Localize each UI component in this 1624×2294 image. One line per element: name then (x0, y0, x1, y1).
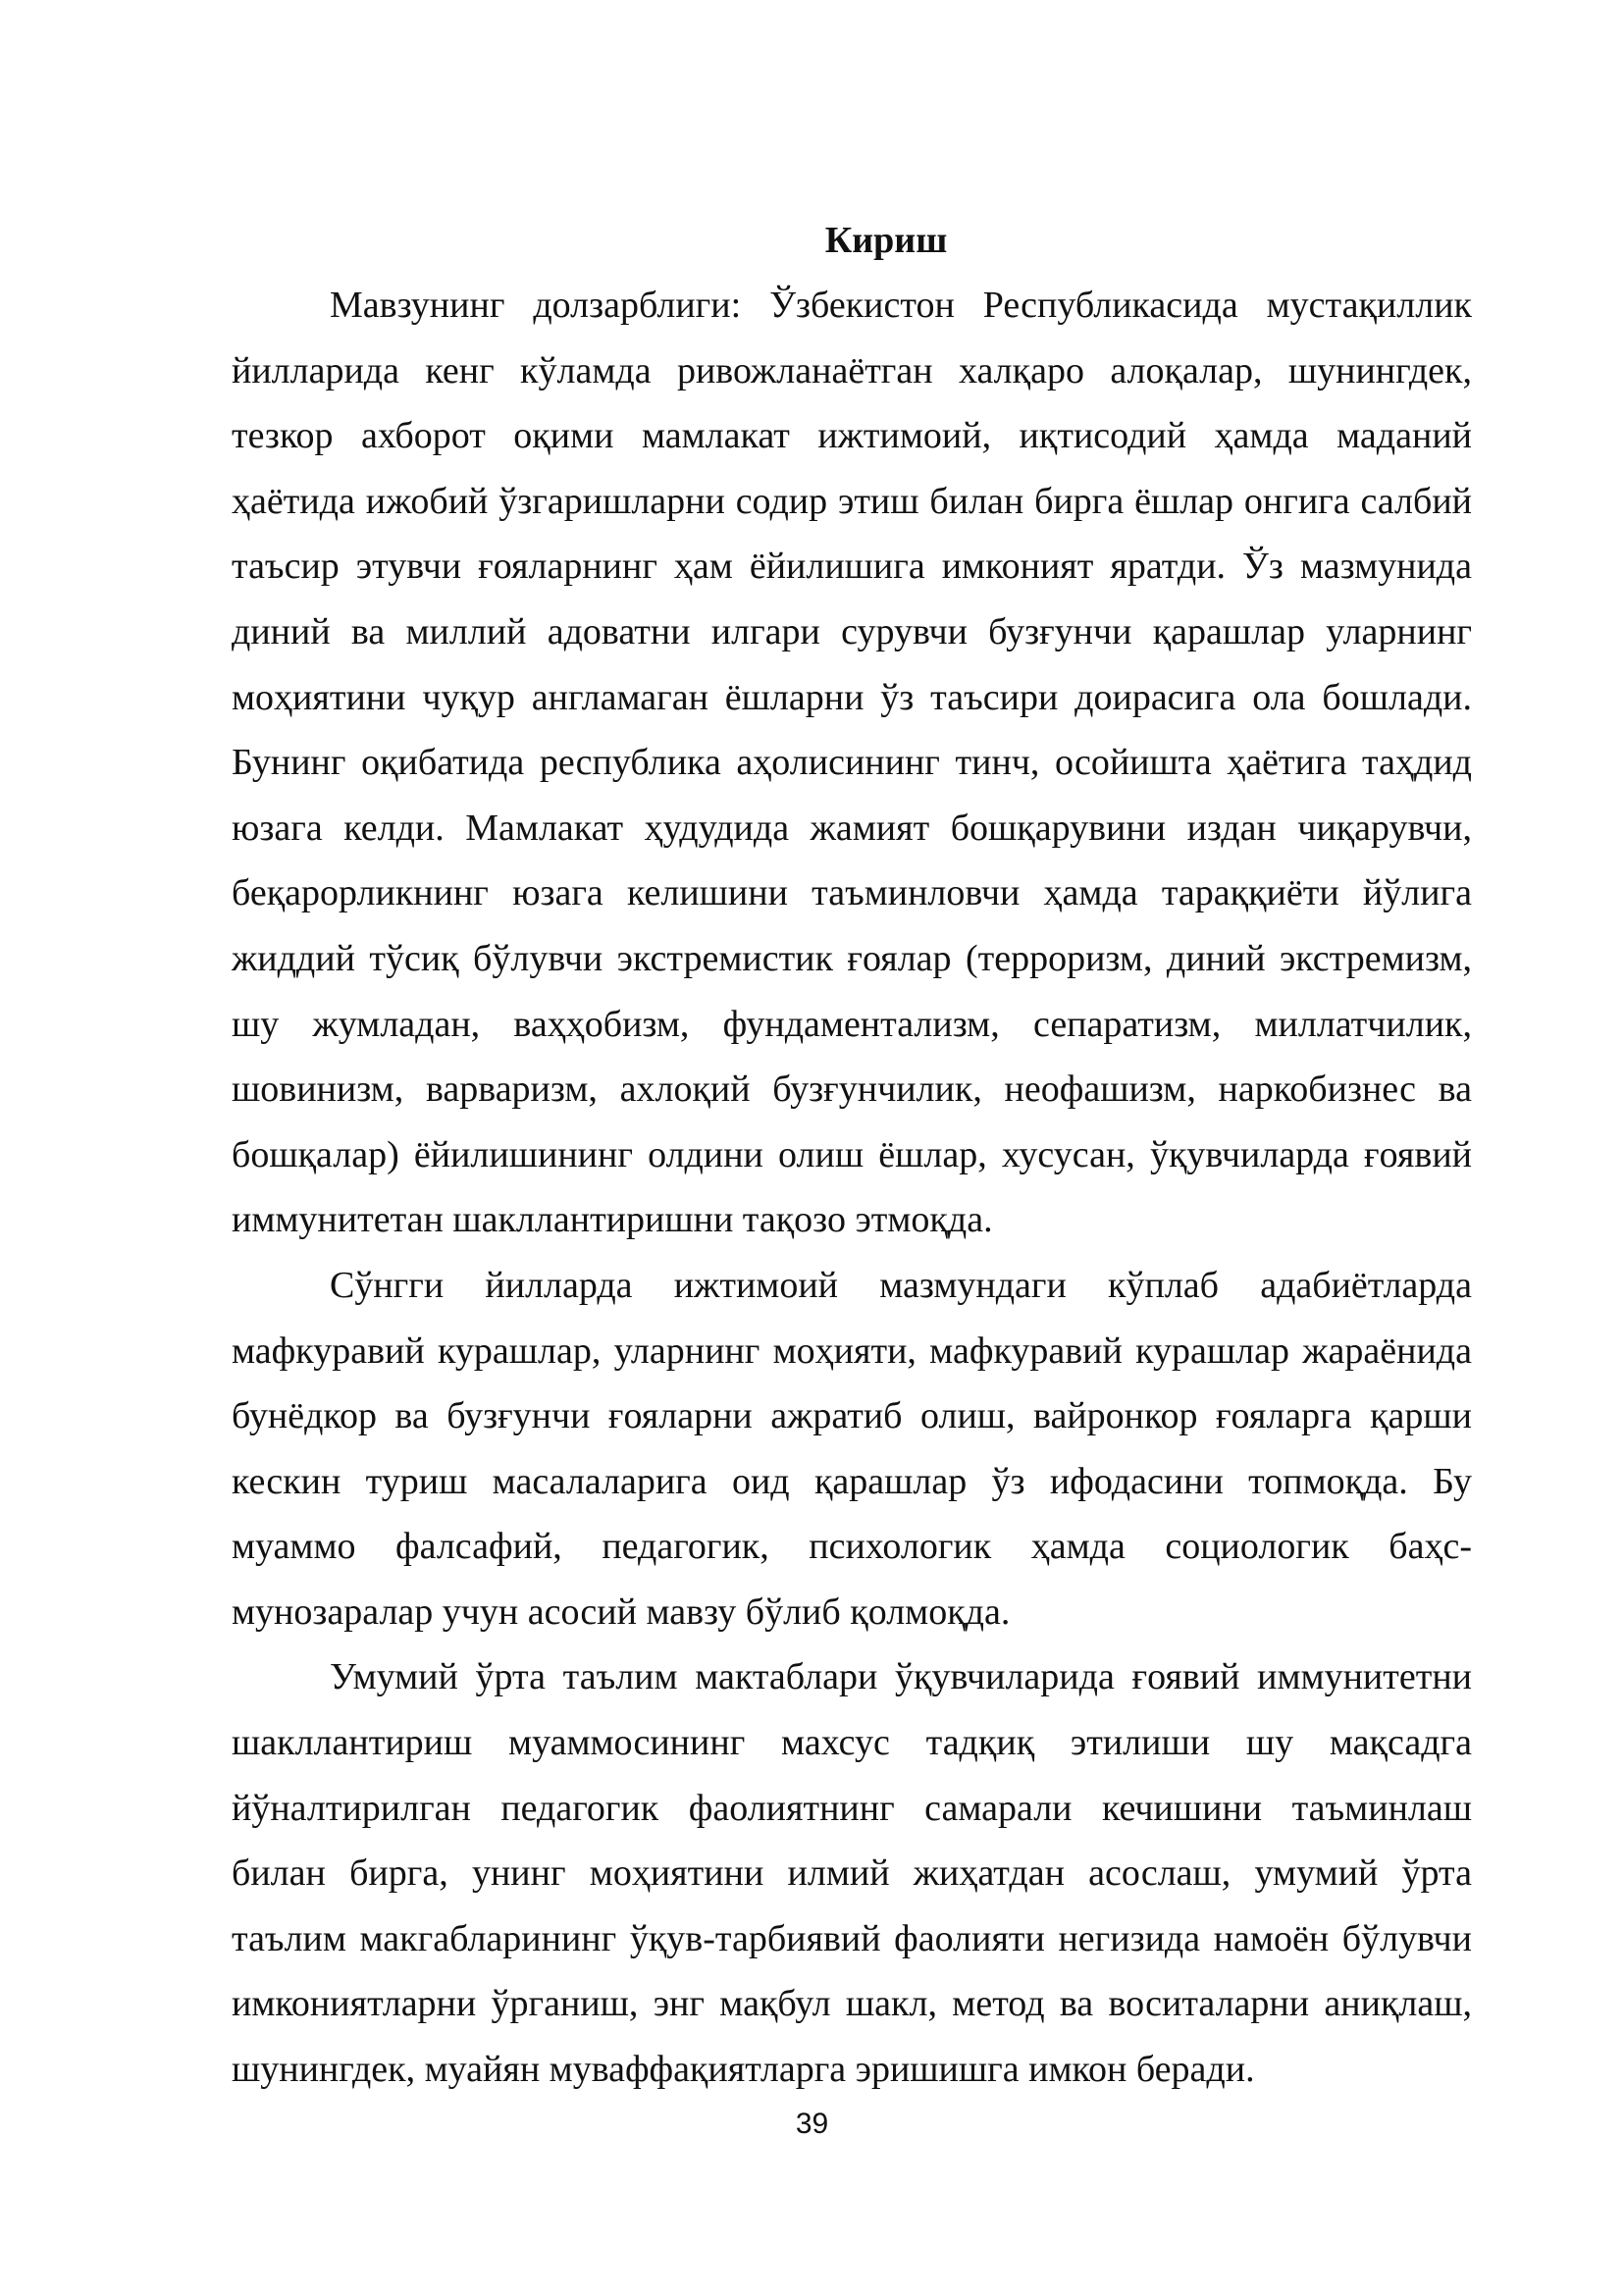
section-title: Кириш (824, 220, 948, 261)
page-content (232, 208, 1472, 2103)
paragraph-relevance: Мавзунинг долзарблиги: Ўзбекистон Республикасида мустақиллик йилларида кенг кўламда ривожланаётган халқаро алоқалар, шунингдек, тезкор ахборот оқими мамлакат ижтимоий, иқтисодий ҳамда маданий ҳаётида ижобий ўзгаришларни содир этиш билан бирга ёшлар онгига салбий таъсир этувчи ғояларнинг ҳам ёйилишига имконият яратди. Ўз мазмунида диний ва миллий адоватни илгари сурувчи бузғунчи қарашлар уларнинг моҳиятини чуқур англамаган ёшларни ўз таъсири доирасига ола бошлади. Бунинг оқибатида республика аҳолисининг тинч, осойишта ҳаётига таҳдид юзага келди. Мамлакат ҳудудида жамият бошқарувини издан чиқарувчи, беқарорликнинг юзага келишини таъминловчи ҳамда тараққиёти йўлига жиддий тўсиқ бўлувчи экстремистик ғоялар (терроризм, диний экстремизм, шу жумладан, ваҳҳобизм, фундаментализм, сепаратизм, миллатчилик, шовинизм, варваризм, ахлоқий бузғунчилик, неофашизм, наркобизнес ва бошқалар) ёйилишининг олдини олиш ёшлар, хусусан, ўқувчиларда ғоявий иммунитетан шакллантиришни тақозо этмоқда. (232, 285, 1472, 1241)
paragraph-recent-years: Сўнгги йилларда ижтимоий мазмундаги кўплаб адабиётларда мафкуравий курашлар, уларнинг моҳияти, мафкуравий курашлар жараёнида бунёдкор ва бузғунчи ғояларни ажратиб олиш, вайронкор ғояларга қарши кескин туриш масалаларига оид қарашлар ўз ифодасини топмоқда. Бу муаммо фалсафий, педагогик, психологик ҳамда социологик баҳс-мунозаралар учун асосий мавзу бўлиб қолмоқда. (232, 1264, 1472, 1633)
paragraph-schools: Умумий ўрта таълим мактаблари ўқувчиларида ғоявий иммунитетни шакллантириш муаммосининг махсус тадқиқ этилиши шу мақсадга йўналтирилган педагогик фаолиятнинг самарали кечишини таъминлаш билан бирга, унинг моҳиятини илмий жиҳатдан асослаш, умумий ўрта таълим макгабларининг ўқув-тарбиявий фаолияти негизида намоён бўлувчи имкониятларни ўрганиш, энг мақбул шакл, метод ва воситаларни аниқлаш, шунингдек, муайян муваффақиятларга эришишга имкон беради. (232, 1656, 1472, 2091)
page-number: 39 (795, 2108, 829, 2140)
